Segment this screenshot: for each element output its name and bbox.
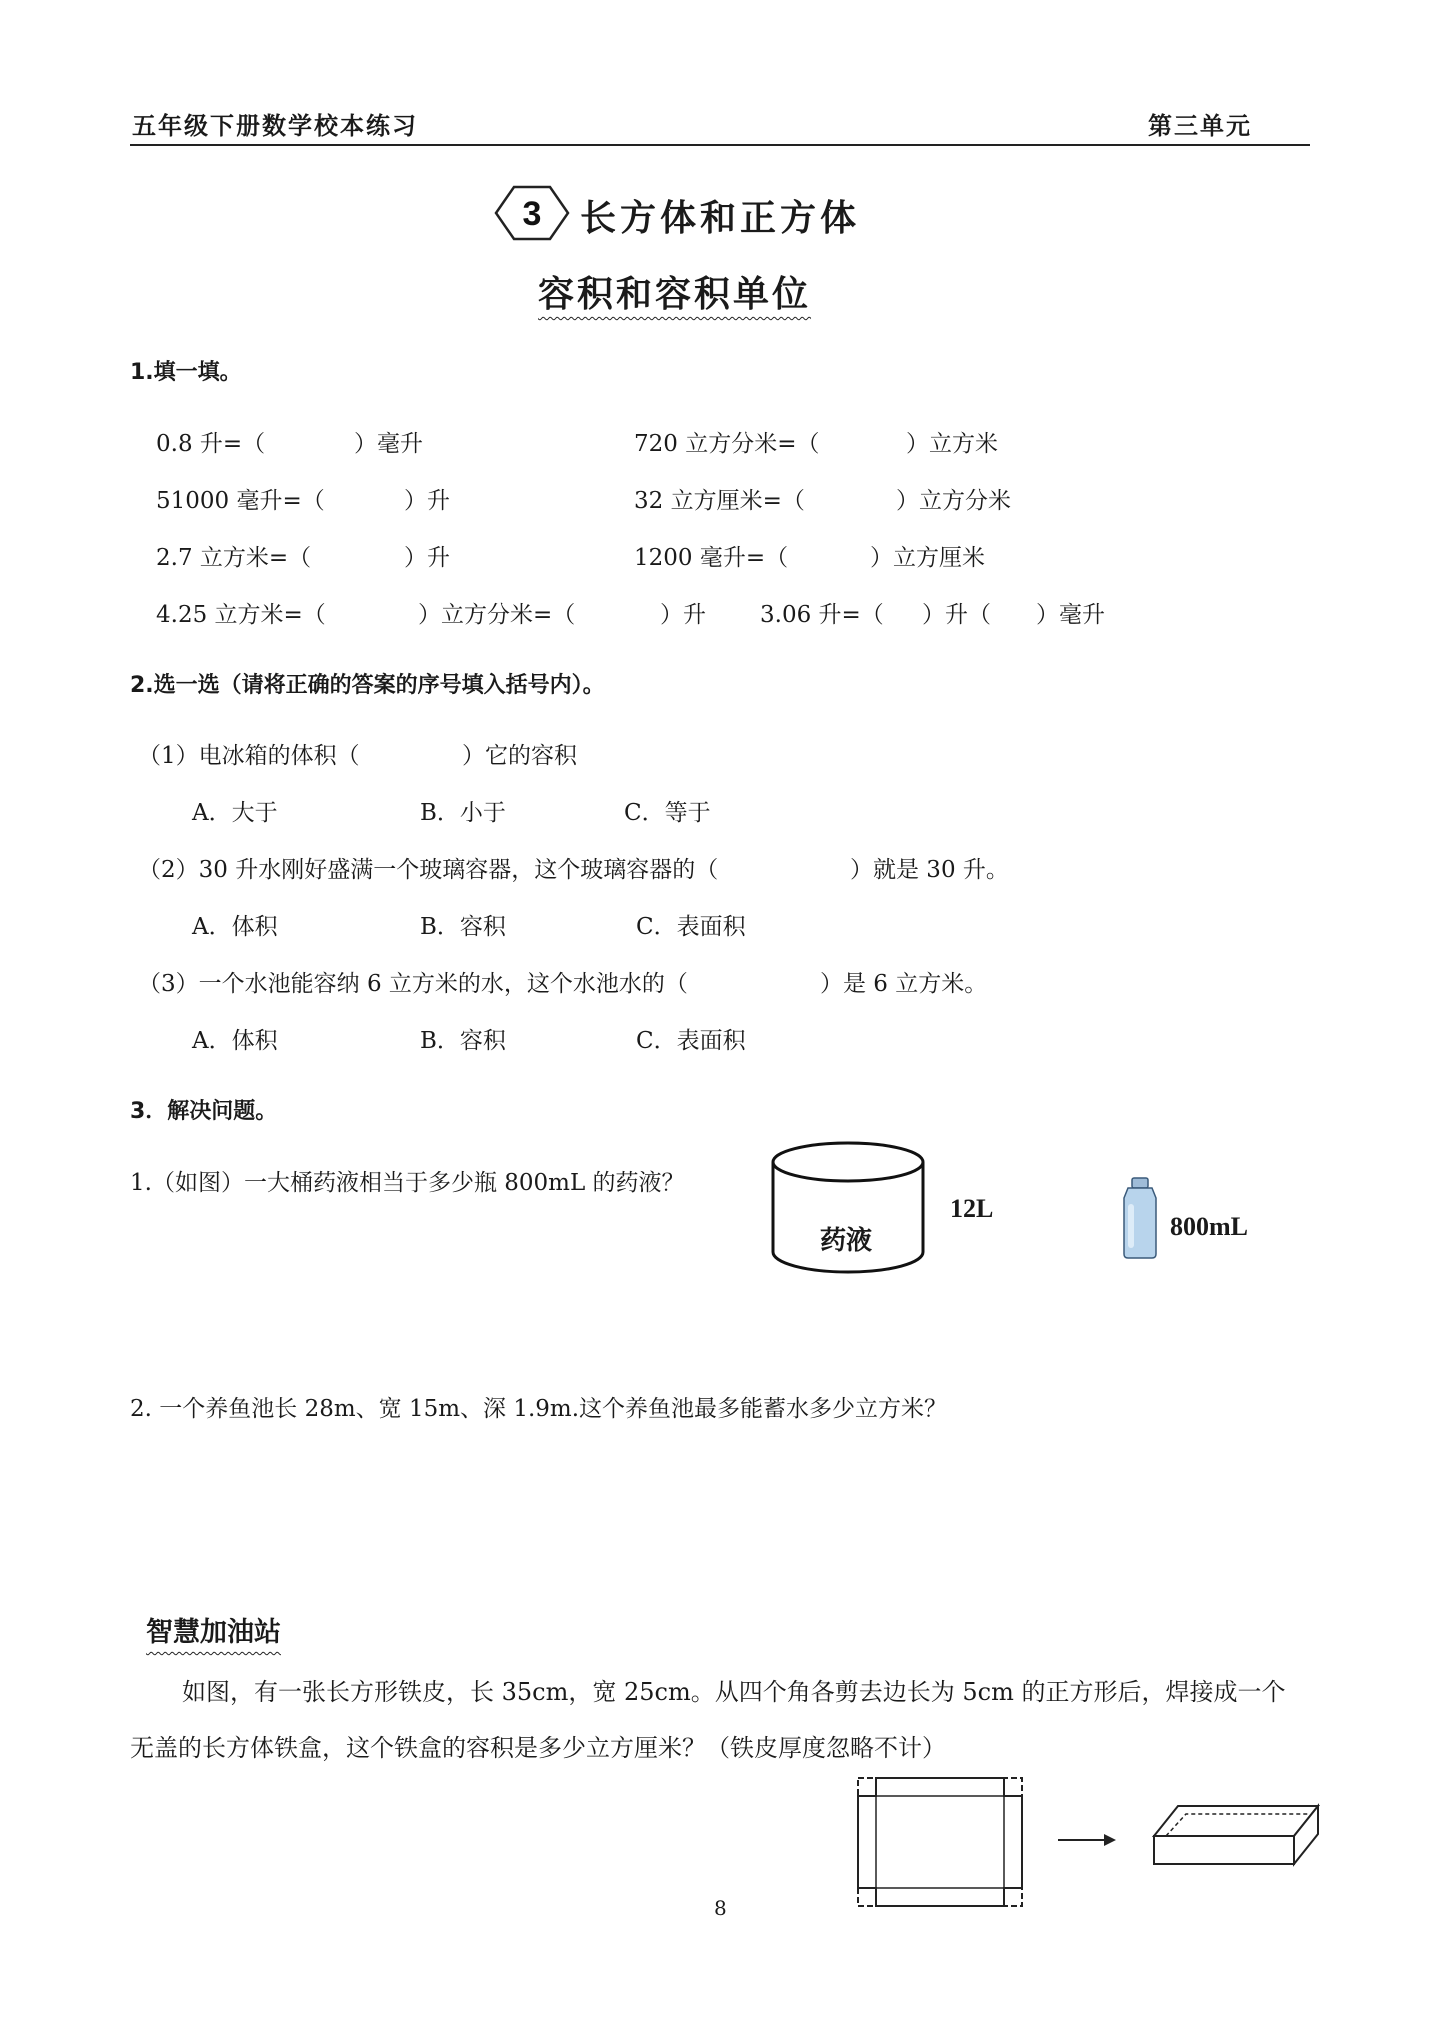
header-right: 第三单元: [1148, 112, 1252, 140]
bottle-icon: [1118, 1176, 1162, 1260]
choice-q1-opt-b: B．小于: [420, 800, 506, 826]
arrow-right-icon: [1056, 1830, 1118, 1850]
choice-q3-opt-a: A．体积: [192, 1028, 278, 1054]
fill-1c: 720 立方分米=（: [634, 431, 820, 457]
choice-q3-opt-b: B．容积: [420, 1028, 506, 1054]
choice-q3-b: ）是 6 立方米。: [820, 971, 988, 997]
choice-q2-opt-b: B．容积: [420, 914, 506, 940]
fill-3c: 1200 毫升=（: [634, 545, 789, 571]
section2-title: 2.选一选（请将正确的答案的序号填入括号内）。: [130, 673, 605, 698]
problem-2: 2. 一个养鱼池长 28m、宽 15m、深 1.9m.这个养鱼池最多能蓄水多少立方米？: [130, 1396, 948, 1422]
page-number: 8: [714, 1896, 727, 1920]
problem-1: 1.（如图）一大桶药液相当于多少瓶 800mL 的药液？: [130, 1170, 685, 1196]
bonus-line-2: 无盖的长方体铁盒，这个铁盒的容积是多少立方厘米？（铁皮厚度忽略不计）: [130, 1734, 946, 1762]
fill-3a: 2.7 立方米=（: [156, 545, 312, 571]
unit-title: 长方体和正方体: [580, 197, 861, 239]
open-box-diagram: [1150, 1792, 1322, 1884]
choice-q3-a: （3）一个水池能容纳 6 立方米的水，这个水池水的（: [138, 971, 688, 997]
bottle-volume: 800mL: [1170, 1212, 1248, 1241]
fill-4b: ）立方分米=（: [418, 602, 576, 628]
iron-sheet-diagram: [854, 1774, 1026, 1910]
barrel-label: 药液: [820, 1226, 873, 1256]
fill-1d: ）立方米: [906, 431, 998, 457]
choice-q2-opt-c: C．表面积: [636, 914, 746, 940]
fill-4d: 3.06 升=（: [760, 602, 884, 628]
fill-4f: ）毫升: [1036, 602, 1105, 628]
bonus-line-1: 如图，有一张长方形铁皮，长 35cm，宽 25cm。从四个角各剪去边长为 5cm 的正方形后，焊接成一个: [182, 1678, 1286, 1706]
fill-4a: 4.25 立方米=（: [156, 602, 326, 628]
choice-q2-b: ）就是 30 升。: [850, 857, 1009, 883]
bonus-title: 智慧加油站: [146, 1617, 281, 1648]
fill-2d: ）立方分米: [896, 488, 1011, 514]
choice-q2-a: （2）30 升水刚好盛满一个玻璃容器，这个玻璃容器的（: [138, 857, 719, 883]
fill-4e: ）升（: [922, 602, 991, 628]
fill-4c: ）升: [660, 602, 706, 628]
header-left: 五年级下册数学校本练习: [132, 112, 418, 140]
fill-3d: ）立方厘米: [870, 545, 985, 571]
fill-2a: 51000 毫升=（: [156, 488, 325, 514]
choice-q1-a: （1）电冰箱的体积（: [138, 743, 360, 769]
fill-1a: 0.8 升=（: [156, 431, 266, 457]
section3-title: 3．解决问题。: [130, 1099, 278, 1124]
barrel-icon: [770, 1140, 926, 1278]
fill-2b: ）升: [404, 488, 450, 514]
fill-3b: ）升: [404, 545, 450, 571]
unit-number-badge: [492, 184, 572, 242]
lesson-title: 容积和容积单位: [538, 273, 812, 315]
choice-q3-opt-c: C．表面积: [636, 1028, 746, 1054]
barrel-volume: 12L: [950, 1194, 994, 1223]
fill-2c: 32 立方厘米=（: [634, 488, 805, 514]
choice-q1-opt-a: A．大于: [192, 800, 278, 826]
header-rule: [130, 144, 1310, 146]
choice-q1-b: ）它的容积: [462, 743, 577, 769]
choice-q1-opt-c: C．等于: [624, 800, 711, 826]
section1-title: 1.填一填。: [130, 360, 242, 385]
unit-number: 3: [522, 195, 542, 233]
fill-1b: ）毫升: [354, 431, 423, 457]
choice-q2-opt-a: A．体积: [192, 914, 278, 940]
